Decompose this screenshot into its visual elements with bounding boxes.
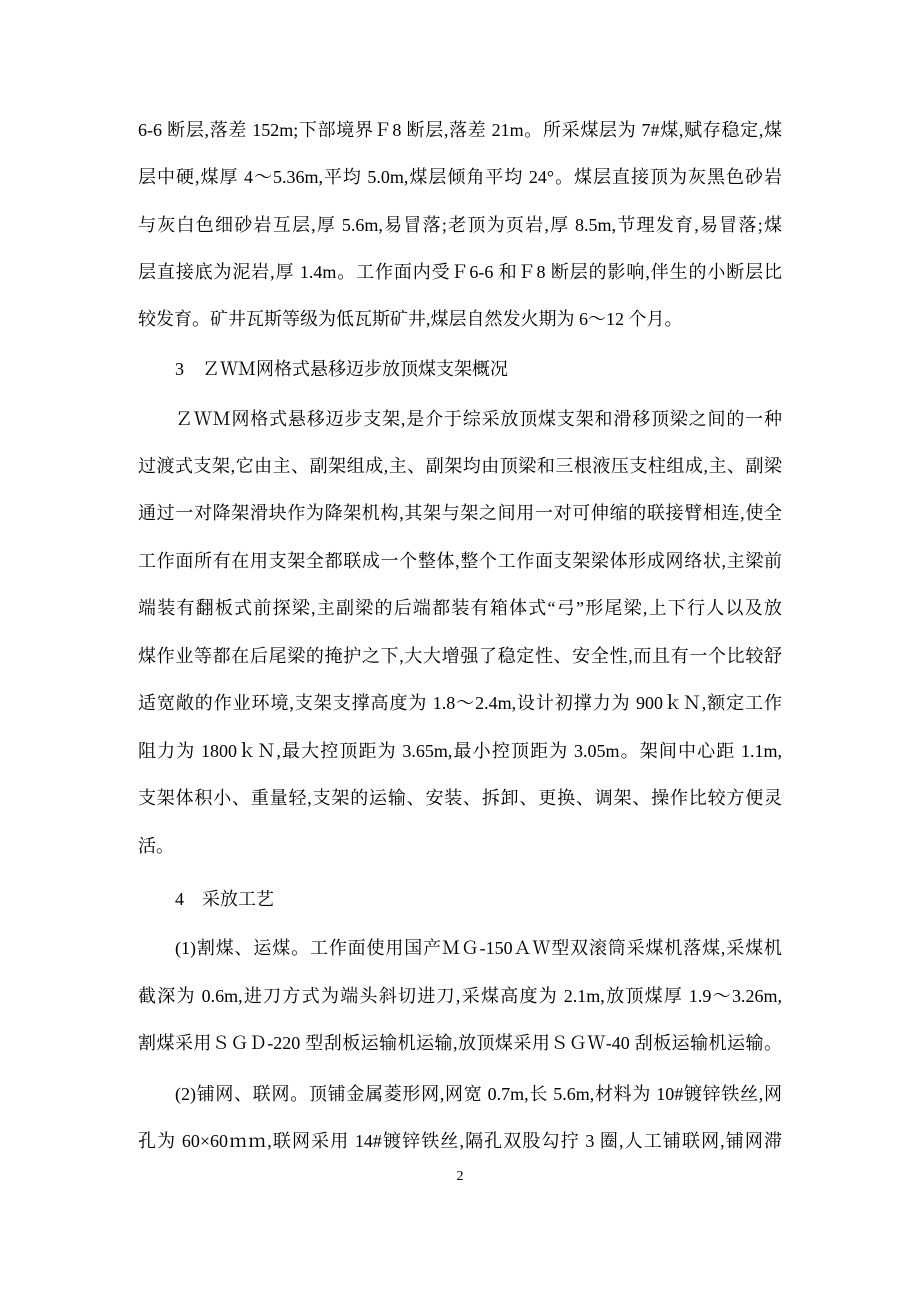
paragraph-line: 与灰白色细砂岩互层,厚 5.6m,易冒落;老顶为页岩,厚 8.5m,节理发育,易冒落;煤 bbox=[138, 215, 782, 235]
paragraph-line: 适宽敞的作业环境,支架支撑高度为 1.8～2.4m,设计初撑力为 900ｋＮ,额定工作 bbox=[138, 693, 782, 713]
paragraph-line: 煤作业等都在后尾梁的掩护之下,大大增强了稳定性、安全性,而且有一个比较舒 bbox=[138, 646, 782, 666]
paragraph-line: (1)割煤、运煤。工作面使用国产ＭＧ-150ＡＷ型双滚筒采煤机落煤,采煤机 bbox=[175, 938, 782, 958]
paragraph-line: 截深为 0.6m,进刀方式为端头斜切进刀,采煤高度为 2.1m,放顶煤厚 1.9～3.26m, bbox=[138, 986, 782, 1006]
paragraph-line: 割煤采用ＳＧＤ-220 型刮板运输机运输,放顶煤采用ＳＧＷ-40 刮板运输机运输。 bbox=[138, 1033, 782, 1053]
paragraph-line: 活。 bbox=[138, 836, 174, 856]
page-number: 2 bbox=[456, 1169, 464, 1184]
paragraph-line: 较发育。矿井瓦斯等级为低瓦斯矿井,煤层自然发火期为 6～12 个月。 bbox=[138, 309, 683, 329]
paragraph-line: (2)铺网、联网。顶铺金属菱形网,网宽 0.7m,长 5.6m,材料为 10#镀锌铁丝,网 bbox=[175, 1084, 782, 1104]
paragraph-line: ＺＷＭ网格式悬移迈步支架,是介于综采放顶煤支架和滑移顶梁之间的一种 bbox=[175, 409, 782, 429]
paragraph-line: 通过一对降架滑块作为降架机构,其架与架之间用一对可伸缩的联接臂相连,使全 bbox=[138, 503, 782, 523]
paragraph-line: 层中硬,煤厚 4～5.36m,平均 5.0m,煤层倾角平均 24°。煤层直接顶为灰黑色砂岩 bbox=[138, 167, 782, 187]
paragraph-line: 工作面所有在用支架全都联成一个整体,整个工作面支架梁体形成网络状,主梁前 bbox=[138, 551, 782, 571]
paragraph-line: 过渡式支架,它由主、副架组成,主、副架均由顶梁和三根液压支柱组成,主、副梁 bbox=[138, 456, 782, 476]
paragraph-line: 孔为 60×60ｍｍ,联网采用 14#镀锌铁丝,隔孔双股勾拧 3 圈,人工铺联网,铺网滞 bbox=[138, 1131, 782, 1151]
paragraph-line: 支架体积小、重量轻,支架的运输、安装、拆卸、更换、调架、操作比较方便灵 bbox=[138, 788, 782, 808]
paragraph-line: 端装有翻板式前探梁,主副梁的后端都装有箱体式“弓”形尾梁,上下行人以及放 bbox=[138, 598, 782, 618]
paragraph-line: 阻力为 1800ｋＮ,最大控顶距为 3.65m,最小控顶距为 3.05m。架间中心距 1.1m, bbox=[138, 741, 782, 761]
paragraph-line: 6-6 断层,落差 152m;下部境界Ｆ8 断层,落差 21m。所采煤层为 7#煤,赋存稳定,煤 bbox=[138, 120, 782, 140]
section-heading: 3 ＺＷＭ网格式悬移迈步放顶煤支架概况 bbox=[175, 359, 508, 379]
section-heading: 4 采放工艺 bbox=[175, 889, 274, 909]
paragraph-line: 层直接底为泥岩,厚 1.4m。工作面内受Ｆ6-6 和Ｆ8 断层的影响,伴生的小断层比 bbox=[138, 262, 782, 282]
